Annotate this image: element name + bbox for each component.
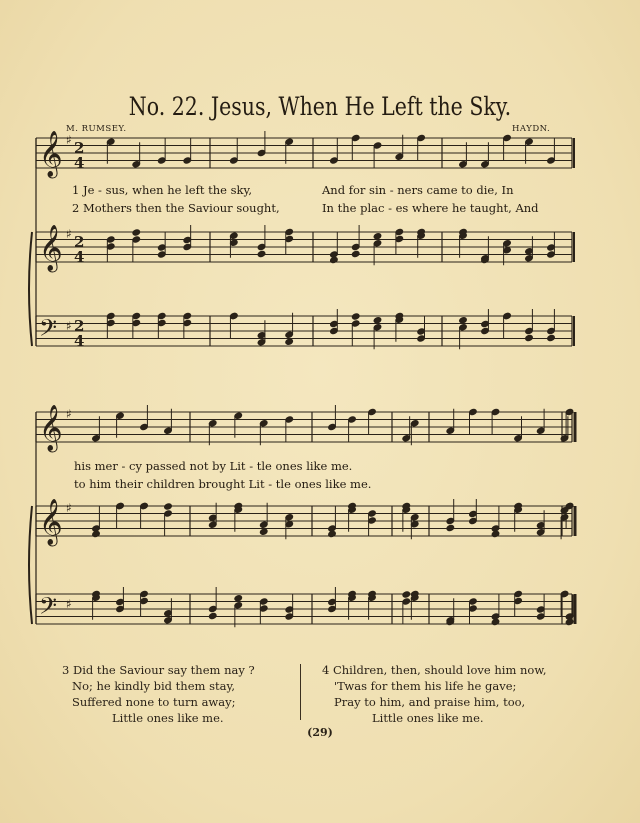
treble-clef: 𝄞 [39, 131, 63, 177]
chord-note-head [446, 524, 455, 531]
treble-clef: 𝄞 [39, 225, 63, 271]
chord-note-head [259, 528, 268, 535]
chord-note-head [328, 530, 337, 537]
chord-note-head [257, 250, 266, 257]
key-signature-sharp: ♯ [66, 133, 72, 147]
time-sig-bottom: 4 [74, 332, 85, 350]
stanza-3-line-3: Suffered none to turn away; [72, 695, 236, 709]
chord-note-head [351, 313, 360, 320]
chord-note-head [351, 250, 360, 257]
chord-note-head [116, 502, 125, 509]
time-sig-bottom: 4 [74, 154, 85, 172]
stanza-3-line-4: Little ones like me. [112, 711, 224, 725]
chord-note-head [503, 312, 512, 319]
stanza-4-line-2: 'Twas for them his life he gave; [334, 679, 517, 693]
verse1-line-b: And for sin - ners came to die, In [322, 183, 514, 197]
time-sig-bottom: 4 [74, 248, 85, 266]
key-signature-sharp: ♯ [66, 501, 72, 515]
time-sig-top: 2 [74, 139, 85, 157]
stanza-divider [300, 664, 301, 720]
chord-note-head [491, 618, 500, 625]
key-signature-sharp: ♯ [66, 597, 72, 611]
chord-note-head [330, 256, 339, 263]
page-number: (29) [307, 726, 333, 739]
stanza-4 [322, 662, 546, 726]
bass-clef: 𝄢 [39, 314, 58, 347]
chord-note-head [402, 591, 411, 598]
verse1-line-c: his mer - cy passed not by Lit - tle ones like me. [74, 459, 353, 473]
verse2-line-a: 2 Mothers then the Saviour sought, [72, 201, 280, 215]
key-signature-sharp: ♯ [66, 407, 72, 421]
key-signature-sharp: ♯ [66, 319, 72, 333]
chord-note-head [230, 312, 239, 319]
stanza-4-line-1: 4 Children, then, should love him now, [322, 663, 547, 677]
verse2-line-b: In the plac - es where he taught, And [322, 201, 539, 215]
bass-clef: 𝄢 [39, 592, 58, 625]
stanza-4-line-4: Little ones like me. [372, 711, 484, 725]
chord-note-head [140, 502, 149, 509]
time-sig-top: 2 [74, 317, 85, 335]
chord-note-head [565, 618, 574, 625]
chord-note-head [132, 229, 141, 236]
chord-note-head [491, 530, 500, 537]
chord-note-head [525, 334, 534, 341]
verse1-line-a: 1 Je - sus, when he left the sky, [72, 183, 253, 197]
chord-note-head [92, 530, 101, 537]
stanza-3-line-2: No; he kindly bid them stay, [72, 679, 236, 693]
lyricist-credit: M. RUMSEY. [66, 124, 127, 134]
chord-note-head [373, 317, 382, 324]
treble-clef: 𝄞 [39, 405, 63, 451]
key-signature-sharp: ♯ [66, 227, 72, 241]
chord-note-head [208, 612, 217, 619]
verse2-line-c: to him their children brought Lit - tle ones like me. [74, 477, 372, 491]
chord-note-head [459, 317, 468, 324]
stanza-4-line-3: Pray to him, and praise him, too, [334, 695, 526, 709]
treble-clef: 𝄞 [39, 499, 63, 545]
system-brace [29, 506, 32, 624]
stanza-3-line-1: 3 Did the Saviour say them nay ? [62, 663, 255, 677]
time-sig-top: 2 [74, 233, 85, 251]
chord-note-head [234, 595, 243, 602]
stanza-3 [62, 662, 255, 726]
chord-note-head [547, 334, 556, 341]
chord-note-head [164, 503, 173, 510]
composer-credit: HAYDN. [512, 124, 551, 134]
time-signatures [74, 139, 84, 350]
chord-note-head [373, 233, 382, 240]
system-brace [29, 232, 32, 346]
clefs [39, 131, 72, 625]
chord-note-head [560, 590, 569, 597]
hymn-title: No. 22. Jesus, When He Left the Sky. [128, 92, 512, 121]
chord-note-head [285, 338, 294, 345]
